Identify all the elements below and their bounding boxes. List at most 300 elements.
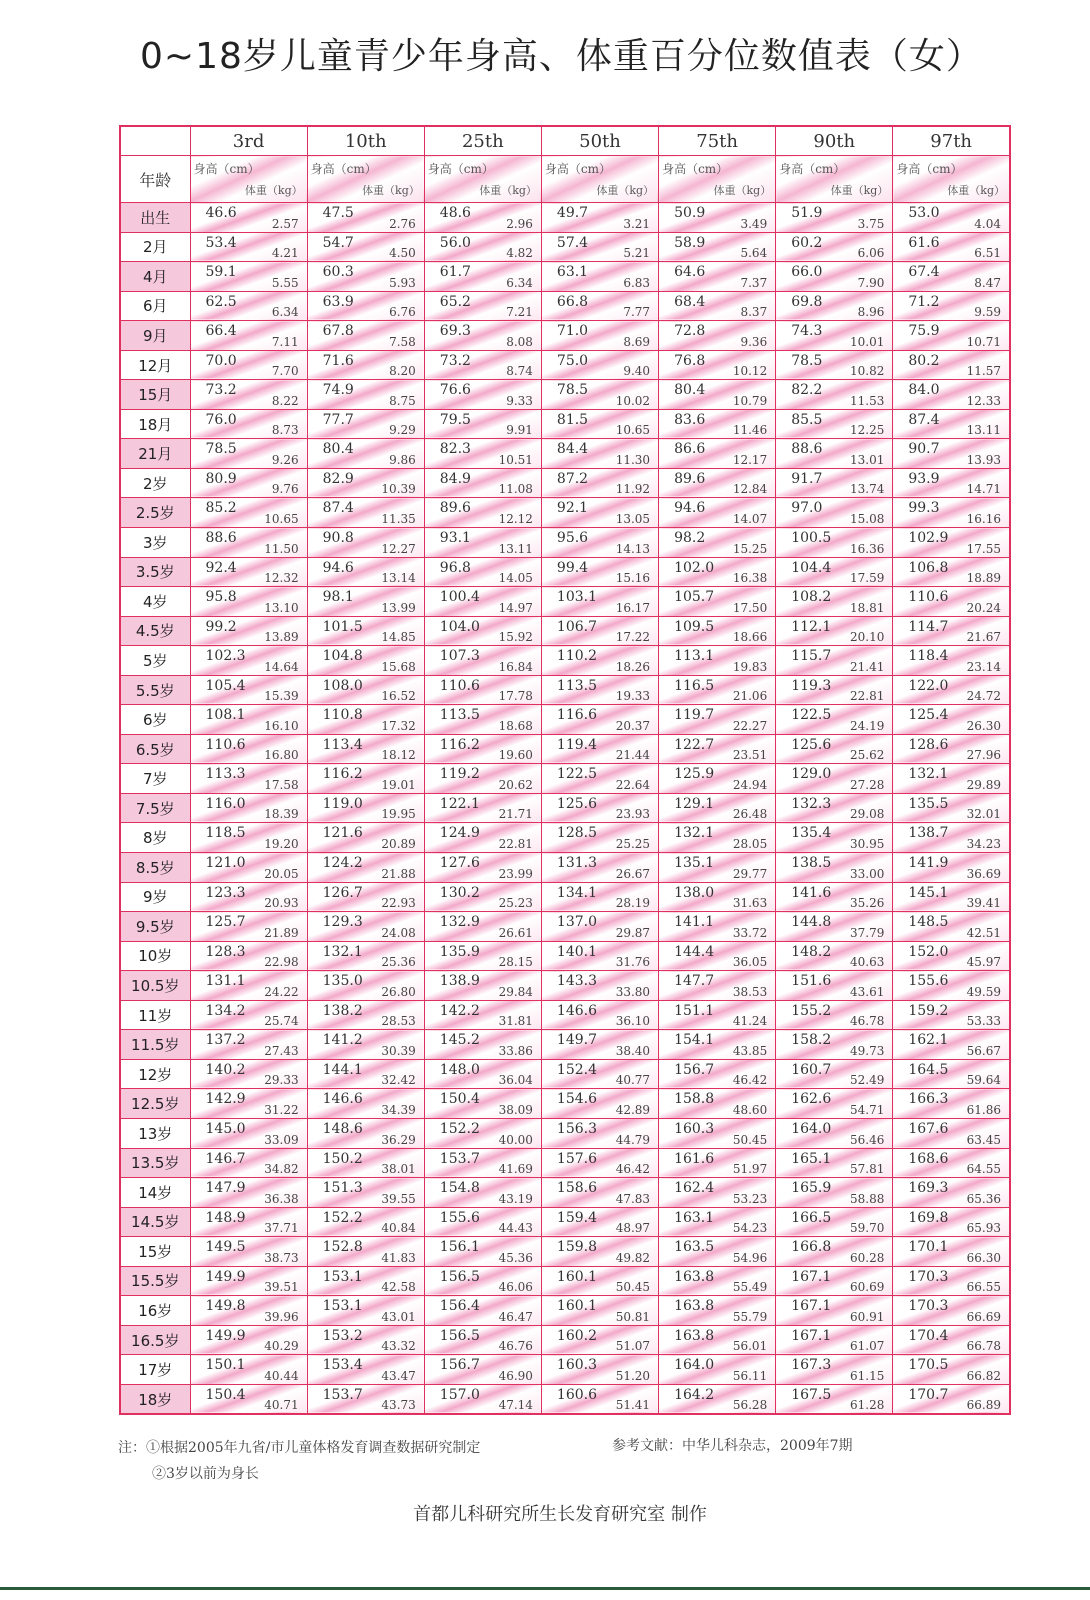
height-value: 64.6 [674,264,706,281]
value-cell [659,1030,776,1060]
height-value: 146.6 [322,1091,363,1108]
value-cell [541,1178,658,1208]
value-cell [424,321,541,351]
table-row [120,1296,1010,1326]
weight-value: 36.05 [732,955,768,970]
height-value: 163.8 [674,1268,715,1285]
table-row [120,734,1010,764]
weight-value: 29.77 [732,866,768,881]
value-cell [190,528,307,558]
value-cell [893,1266,1010,1296]
weight-value: 34.82 [264,1162,299,1177]
value-cell [659,498,776,528]
table-row [120,1030,1010,1060]
value-cell [776,321,893,351]
height-value: 138.2 [322,1002,363,1019]
table-row [120,1118,1010,1148]
value-cell [424,468,541,498]
height-value: 140.1 [556,943,598,960]
weight-value: 13.74 [849,482,885,497]
value-cell [893,853,1010,883]
value-cell [541,941,658,971]
percentile-header: 10th [307,126,424,156]
value-cell [541,1000,658,1030]
weight-value: 11.35 [381,512,416,527]
weight-unit-label: 体重（kg） [947,184,1005,197]
height-value: 121.0 [205,855,246,872]
height-value: 156.7 [674,1061,715,1078]
weight-value: 22.81 [849,689,885,704]
weight-value: 40.77 [615,1073,651,1088]
weight-value: 13.10 [264,600,299,615]
height-value: 78.5 [556,382,589,399]
weight-value: 14.64 [264,659,299,674]
weight-value: 50.45 [615,1280,651,1295]
value-cell [659,705,776,735]
value-cell [424,1296,541,1326]
value-cell [190,1178,307,1208]
weight-value: 38.09 [498,1102,533,1117]
height-value: 149.9 [205,1268,246,1285]
value-cell [776,291,893,321]
value-cell [893,1030,1010,1060]
value-cell [659,1118,776,1148]
weight-value: 61.28 [849,1398,885,1413]
weight-value: 21.41 [849,659,885,674]
value-cell [424,882,541,912]
value-cell [776,971,893,1001]
weight-value: 24.08 [381,925,416,940]
value-cell [541,1148,658,1178]
height-value: 152.8 [322,1239,363,1256]
value-cell [190,587,307,617]
weight-value: 47.14 [498,1398,533,1413]
value-cell [541,616,658,646]
weight-value: 33.72 [732,925,768,940]
age-cell: 9岁 [120,882,190,912]
weight-value: 51.07 [615,1339,651,1354]
weight-value: 61.07 [849,1339,885,1354]
value-cell [893,793,1010,823]
height-value: 103.1 [556,589,598,606]
value-cell [307,1178,424,1208]
height-value: 125.4 [908,707,949,724]
age-cell: 2岁 [120,468,190,498]
weight-value: 13.89 [264,630,299,645]
bottom-rule [0,1587,1090,1590]
weight-value: 28.53 [381,1014,416,1029]
height-value: 160.3 [674,1120,715,1137]
value-cell [776,675,893,705]
weight-value: 44.79 [615,1132,651,1147]
weight-value: 6.83 [623,275,651,290]
weight-value: 2.76 [389,216,416,231]
value-cell [424,1384,541,1414]
value-cell [307,1030,424,1060]
weight-value: 27.28 [849,777,885,792]
value-cell [776,1178,893,1208]
value-cell [307,675,424,705]
weight-value: 25.74 [264,1014,299,1029]
value-cell [893,291,1010,321]
value-cell [190,321,307,351]
height-value: 154.8 [439,1180,480,1197]
height-value: 150.2 [322,1150,363,1167]
weight-value: 17.50 [732,600,768,615]
height-value: 112.1 [791,618,832,635]
weight-value: 18.26 [615,659,651,674]
value-cell [190,1059,307,1089]
weight-value: 49.82 [615,1250,651,1265]
height-value: 102.0 [674,559,715,576]
weight-value: 11.46 [732,423,768,438]
weight-value: 41.83 [381,1250,416,1265]
height-value: 157.6 [556,1150,598,1167]
weight-value: 36.29 [381,1132,416,1147]
weight-value: 25.25 [615,837,651,852]
weight-value: 35.26 [849,896,885,911]
weight-value: 36.10 [615,1014,651,1029]
value-cell [776,350,893,380]
height-value: 116.2 [322,766,363,783]
age-cell: 14岁 [120,1178,190,1208]
weight-value: 38.40 [615,1043,651,1058]
value-cell [190,941,307,971]
weight-value: 26.30 [966,718,1001,733]
weight-value: 42.58 [381,1280,416,1295]
value-cell [776,468,893,498]
height-value: 77.7 [322,411,354,428]
weight-value: 56.01 [732,1339,768,1354]
value-cell [424,557,541,587]
weight-value: 32.42 [381,1073,416,1088]
weight-value: 9.59 [974,305,1001,320]
weight-value: 20.05 [264,866,299,881]
height-value: 113.4 [322,736,363,753]
weight-value: 43.19 [498,1191,533,1206]
weight-value: 20.10 [849,630,885,645]
value-cell [190,1148,307,1178]
footer-credit: 首都儿科研究所生长发育研究室 制作 [413,1504,707,1525]
value-cell [190,350,307,380]
value-cell [190,1266,307,1296]
height-value: 99.2 [205,618,237,635]
height-value: 113.3 [205,766,246,783]
value-cell [659,882,776,912]
weight-value: 7.90 [857,275,885,290]
value-cell [541,971,658,1001]
value-cell [190,705,307,735]
value-cell [893,1000,1010,1030]
height-value: 118.4 [908,648,949,665]
weight-value: 36.69 [966,866,1001,881]
weight-unit-label: 体重（kg） [362,184,420,197]
height-value: 128.5 [556,825,598,842]
height-value: 60.2 [791,234,823,251]
value-cell [190,616,307,646]
value-cell [659,1266,776,1296]
height-value: 109.5 [674,618,715,635]
weight-value: 30.39 [381,1043,416,1058]
weight-value: 29.08 [849,807,885,822]
height-value: 86.6 [674,441,706,458]
height-value: 138.5 [791,855,832,872]
weight-value: 65.36 [966,1191,1001,1206]
height-value: 157.0 [439,1386,480,1403]
age-cell: 15岁 [120,1237,190,1267]
weight-value: 38.01 [381,1162,416,1177]
value-cell [659,1384,776,1414]
height-value: 113.1 [674,648,715,665]
height-value: 69.8 [791,293,823,310]
height-value: 47.5 [322,205,354,221]
height-value: 125.6 [556,795,598,812]
height-value: 99.3 [908,500,940,517]
value-cell [424,380,541,410]
value-cell [659,675,776,705]
weight-value: 29.33 [264,1073,299,1088]
weight-value: 23.93 [615,807,651,822]
height-value: 134.2 [205,1002,246,1019]
weight-value: 19.83 [732,659,768,674]
height-value: 95.8 [205,589,237,606]
table-row [120,1207,1010,1237]
weight-value: 55.79 [732,1309,768,1324]
value-cell [424,675,541,705]
weight-value: 41.69 [498,1162,533,1177]
value-cell [541,1384,658,1414]
weight-value: 12.17 [732,452,768,467]
weight-value: 53.23 [732,1191,768,1206]
height-value: 53.0 [908,205,940,221]
weight-value: 43.01 [381,1309,416,1324]
weight-value: 29.87 [615,925,651,940]
height-value: 160.1 [556,1268,598,1285]
weight-value: 8.08 [506,334,533,349]
height-value: 167.5 [791,1386,832,1403]
value-cell [424,616,541,646]
value-cell [307,912,424,942]
value-cell [307,528,424,558]
height-value: 116.0 [205,795,246,812]
height-value: 153.1 [322,1268,363,1285]
weight-value: 55.49 [732,1280,768,1295]
value-cell [307,380,424,410]
weight-value: 7.77 [623,305,651,320]
height-value: 156.7 [439,1357,480,1374]
height-value: 71.0 [556,323,589,340]
value-cell [190,232,307,262]
unit-header [307,156,424,203]
table-row [120,439,1010,469]
value-cell [541,262,658,292]
value-cell [659,1148,776,1178]
height-value: 82.3 [439,441,471,458]
age-cell: 13.5岁 [120,1148,190,1178]
weight-value: 66.78 [966,1339,1001,1354]
age-cell: 5.5岁 [120,675,190,705]
weight-value: 28.19 [615,896,651,911]
height-value: 122.5 [791,707,832,724]
height-value: 131.1 [205,973,246,990]
height-value: 108.0 [322,677,363,694]
value-cell [190,1355,307,1385]
height-value: 148.2 [791,943,832,960]
weight-value: 30.95 [849,837,885,852]
value-cell [541,409,658,439]
value-cell [659,232,776,262]
weight-value: 6.76 [389,305,416,320]
height-value: 108.2 [791,589,832,606]
weight-value: 21.44 [615,748,651,763]
value-cell [190,823,307,853]
age-cell: 14.5岁 [120,1207,190,1237]
weight-unit-label: 体重（kg） [244,184,303,197]
weight-value: 11.50 [264,541,299,556]
weight-value: 43.32 [381,1339,416,1354]
weight-value: 29.84 [498,984,533,999]
height-value: 128.3 [205,943,246,960]
value-cell [307,291,424,321]
weight-value: 11.53 [849,393,885,408]
weight-value: 39.41 [966,896,1001,911]
weight-value: 16.16 [966,512,1001,527]
height-value: 129.0 [791,766,832,783]
table-row [120,1000,1010,1030]
value-cell [659,1178,776,1208]
table-row [120,1089,1010,1119]
height-value: 50.9 [674,205,706,221]
height-value: 110.2 [556,648,598,665]
weight-value: 13.93 [966,452,1001,467]
table-row [120,1148,1010,1178]
table-row [120,705,1010,735]
height-value: 155.6 [439,1209,480,1226]
weight-value: 26.48 [732,807,768,822]
age-cell: 10岁 [120,941,190,971]
height-value: 167.1 [791,1327,832,1344]
height-value: 135.5 [908,795,949,812]
height-value: 81.5 [556,411,589,428]
value-cell [541,1118,658,1148]
weight-value: 18.89 [966,571,1001,586]
table-row [120,557,1010,587]
weight-value: 26.61 [498,925,533,940]
weight-value: 13.05 [615,512,651,527]
percentile-header: 90th [776,126,893,156]
height-value: 74.3 [791,323,823,340]
value-cell [424,439,541,469]
value-cell [190,557,307,587]
weight-value: 20.62 [498,777,533,792]
weight-value: 10.12 [732,364,768,379]
weight-value: 12.33 [966,393,1001,408]
height-value: 66.4 [205,323,237,340]
height-value: 137.2 [205,1032,246,1049]
weight-value: 12.84 [732,482,768,497]
weight-value: 60.91 [849,1309,885,1324]
table-row [120,1178,1010,1208]
height-value: 104.0 [439,618,480,635]
weight-value: 2.96 [506,216,533,231]
notes [118,1435,480,1487]
table-row [120,1059,1010,1089]
value-cell [893,1089,1010,1119]
height-value: 148.6 [322,1120,363,1137]
value-cell [307,587,424,617]
height-value: 152.0 [908,943,949,960]
table-row [120,616,1010,646]
value-cell [541,793,658,823]
weight-value: 25.36 [381,955,416,970]
value-cell [424,232,541,262]
weight-value: 16.52 [381,689,416,704]
weight-value: 14.71 [966,482,1001,497]
height-value: 60.3 [322,264,354,281]
weight-value: 49.73 [849,1043,885,1058]
value-cell [776,498,893,528]
weight-value: 31.22 [264,1102,299,1117]
weight-value: 4.82 [506,246,533,261]
value-cell [190,1384,307,1414]
value-cell [190,291,307,321]
weight-value: 7.70 [271,364,299,379]
weight-unit-label: 体重（kg） [479,184,537,197]
value-cell [541,439,658,469]
height-value: 67.8 [322,323,354,340]
table-row [120,203,1010,233]
weight-value: 9.91 [506,423,533,438]
value-cell [893,321,1010,351]
table-row [120,912,1010,942]
height-value: 145.1 [908,884,949,901]
weight-value: 19.60 [498,748,533,763]
weight-value: 19.20 [264,837,299,852]
table-row [120,291,1010,321]
value-cell [190,793,307,823]
height-value: 132.1 [322,943,363,960]
value-cell [659,1296,776,1326]
value-cell [776,823,893,853]
value-cell [776,1118,893,1148]
height-value: 152.2 [322,1209,363,1226]
value-cell [659,616,776,646]
weight-value: 19.01 [381,777,416,792]
weight-value: 63.45 [966,1132,1001,1147]
height-value: 169.3 [908,1180,949,1197]
table-row [120,498,1010,528]
note-line-2: ②3岁以前为身长 [152,1466,259,1482]
height-value: 170.4 [908,1327,949,1344]
value-cell [541,646,658,676]
height-value: 151.6 [791,973,832,990]
value-cell [776,646,893,676]
height-value: 114.7 [908,618,949,635]
value-cell [541,1237,658,1267]
value-cell [776,262,893,292]
value-cell [424,1355,541,1385]
height-value: 104.4 [791,559,832,576]
weight-value: 4.04 [974,216,1001,231]
age-cell: 9月 [120,321,190,351]
height-value: 92.4 [205,559,237,576]
value-cell [659,262,776,292]
height-value: 161.6 [674,1150,715,1167]
value-cell [307,646,424,676]
weight-value: 10.51 [498,452,533,467]
value-cell [424,1178,541,1208]
value-cell [541,321,658,351]
